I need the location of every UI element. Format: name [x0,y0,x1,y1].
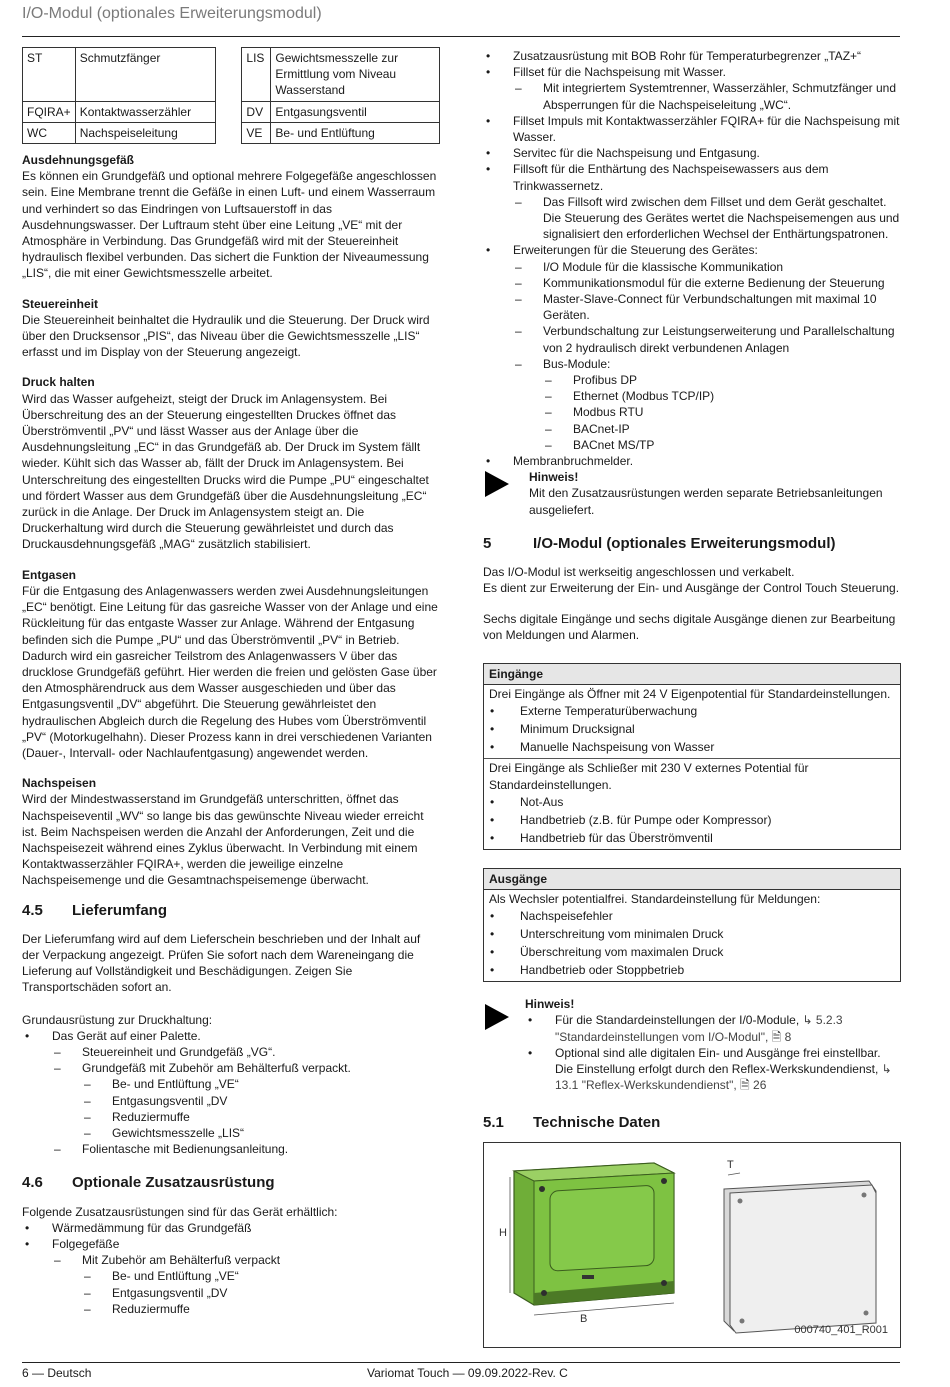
paragraph: Wird das Wasser aufgeheizt, steigt der Druck im Anlagensystem. Bei Überschreitung des an der Steuerung eingestellten Druckes öffnet das Überströmventil „PV“ und lässt Wasser aus der Anlage über die Ausdehnungsleitung „EC“ in das Grundgefäß ab. Der Druck im System fällt wieder. Kühlt sich das Wasser ab, fällt der Druck im Anlagensystem. Bei Unterschreitung des eingestellten Drucks wird die Pumpe „PU“ eingeschaltet und fördert Wasser aus dem Grundgefäß über die Ausdehnungsleitung „EC“ zurück in die Anlage. Der Druck im Anlagensystem steigt an. Die Druckerhaltung wird durch die Steuerung gewährleistet und durch das Druckausdehnungsgefäß „MAG“ zusätzlich stabilisiert. [22,391,429,552]
section-title: Technische Daten [533,1114,661,1132]
io-module-illustration [484,1143,900,1347]
section-number: 4.5 [22,901,43,919]
list-item-text: Folientasche mit Bedienungsanleitung. [82,1142,289,1157]
bullet-list [82,1268,440,1317]
list-item: – Verbundschaltung zur Leistungserweiterung und Parallelschaltung von 2 hydraulisch direkt verbundenen Anlagen [513,323,901,355]
legend-table [22,47,440,144]
legend-code: DV [242,101,271,122]
bullet-list [489,702,895,756]
legend-code: WC [23,122,76,143]
list-item: • Minimum Drucksignal [489,720,895,738]
list-item: – Entgasungsventil „DV [82,1093,440,1109]
dash-list [513,80,901,112]
inputs-group [484,758,900,848]
list-item [52,1252,440,1317]
inputs-table [483,663,901,850]
cross-reference-link[interactable]: ↳ 13.1 "Reflex-Werkskundendienst", 🗎 26 [555,1061,892,1093]
right-column [483,48,901,1348]
dash-list [52,1252,440,1317]
bullet-list [543,372,901,453]
legend-code: LIS [242,48,271,102]
paragraph: Die Steuereinheit beinhaltet die Hydraulik und die Steuerung. Der Druck wird über den Drucksensor „PIS“, das Niveau über die Gewichtsmesszelle „LIS“ erfasst und im Display von der Steuerung angezeigt. [22,312,430,360]
list-item: – Profibus DP [543,372,901,388]
section-number: 5.1 [483,1114,504,1132]
list-item: – BACnet-IP [543,421,901,437]
bullet-list [483,48,901,469]
list-item [52,1044,440,1060]
section-title: Lieferumfang [72,901,168,919]
subheading-ausdehnungsgefaess: Ausdehnungsgefäß [22,153,135,168]
group-intro: Drei Eingänge als Öffner mit 24 V Eigenpotential für Standardeinstellungen. [489,687,891,702]
list-item: • Zusatzausrüstung mit BOB Rohr für Temperaturbegrenzer „TAZ+“ [483,48,901,64]
list-item: • Überschreitung vom maximalen Druck [489,943,895,961]
group-intro: Als Wechsler potentialfrei. Standardeinstellung für Meldungen: [489,891,821,906]
list-item: – Be- und Entlüftung „VE“ [82,1076,440,1092]
legend-gap [215,48,242,102]
screw-icon [862,1192,867,1197]
subheading-nachspeisen: Nachspeisen [22,776,97,791]
list-item-text: Erweiterungen für die Steuerung des Gerätes: [513,243,758,258]
legend-gap [215,101,242,122]
cross-reference-link[interactable]: ↳ 5.2.3 "Standardeinstellungen vom I/O-Modul", 🗎 8 [555,1013,843,1044]
list-item: • Unterschreitung vom minimalen Druck [489,925,895,943]
paragraph: Wird der Mindestwasserstand im Grundgefäß unterschritten, öffnet das Nachspeiseventil „WV“ so lange bis das gewünschte Niveau wieder erreicht ist. Beim Nachspeisen werden die Anzahl der Anforderungen, Zeit und die Nachspeisezeit während eines Zyklus überwacht. In Verbindung mit einem Kontaktwasserzähler FQIRA+, werden die jeweilige einzelne Nachspeisemenge und die Gesamtnachspeisemenge überwacht. [22,792,424,888]
section-heading-4-6 [22,1175,440,1191]
bullet-list [525,1012,901,1093]
group-intro: Drei Eingänge als Schließer mit 230 V externes Potential für Standardeinstellungen. [489,761,809,792]
play-arrow-icon [485,471,509,497]
list-item [22,1028,440,1158]
list-item: – Reduziermuffe [82,1109,440,1125]
list-item [22,1236,440,1317]
figure-label-height: H [499,1226,507,1239]
bullet-list [82,1076,440,1141]
width-dimension-line [534,1303,674,1315]
hint-title: Hinweis! [529,470,579,485]
dash-list [513,259,901,453]
legend-desc: Entgasungsventil [271,101,440,122]
legend-code: ST [23,48,76,102]
legend-code: FQIRA+ [23,101,76,122]
dash-list [52,1044,440,1157]
left-column [22,47,440,1317]
screw-icon [738,1198,743,1203]
legend-desc: Gewichtsmesszelle zur Ermittlung vom Niveau Wasserstand [271,48,440,102]
list-item-text: Fillsoft für die Enthärtung des Nachspeisewassers aus dem Trinkwassernetz. [513,162,829,193]
screw-icon [740,1318,745,1323]
table-row [23,101,440,122]
list-item-text: Bus-Module: [543,356,611,371]
section-heading-5-1 [483,1115,901,1131]
module-side-front [730,1185,876,1333]
section-heading-4-5 [22,903,440,919]
list-intro: Folgende Zusatzausrüstungen sind für das Gerät erhältlich: [22,1204,338,1219]
list-item: • Membranbruchmelder. [483,453,901,469]
list-item: • Servitec für die Nachspeisung und Entgasung. [483,145,901,161]
paragraph: Das I/O-Modul ist werkseitig angeschlossen und verkabelt. [483,565,795,580]
section-title: Optionale Zusatzausrüstung [72,1174,275,1192]
list-item: • Manuelle Nachspeisung von Wasser [489,738,895,756]
paragraph: Der Lieferumfang wird auf dem Lieferschein beschrieben und der Inhalt auf der Verpackung angezeigt. Prüfen Sie sofort nach dem Wareneingang die Lieferung auf Vollständigkeit und Beschädigungen. Zeigen Sie Transportschäden sofort an. [22,931,421,995]
hint-title: Hinweis! [525,997,575,1012]
hint-box [483,469,901,518]
hint-box [483,996,901,1093]
bullet-list [489,907,895,979]
list-item [52,1141,440,1157]
legend-gap [215,122,242,143]
legend-desc: Schmutzfänger [75,48,215,102]
screw-icon [541,1290,547,1296]
list-item: • Handbetrieb oder Stoppbetrieb [489,961,895,979]
logo-mark-icon [582,1275,594,1279]
list-item [525,1045,901,1094]
footer-document-info: Variomat Touch — 09.09.2022-Rev. C [367,1366,568,1380]
list-item [483,161,901,242]
list-item [525,1012,901,1044]
list-item: – Das Fillsoft wird zwischen dem Fillset und dem Gerät geschaltet. Die Steuerung des Gerätes wertet die Nachspeisemengen aus und signalisiert den erforderlichen Wechsel der Enthärtungspatronen. [513,194,901,243]
list-item: – Modbus RTU [543,404,901,420]
legend-desc: Kontaktwasserzähler [75,101,215,122]
outputs-group [484,890,900,981]
list-item [483,64,901,113]
list-item: • Handbetrieb für das Überströmventil [489,829,895,847]
list-item: • Handbetrieb (z.B. für Pumpe oder Kompressor) [489,811,895,829]
list-item-text: Mit Zubehör am Behälterfuß verpackt [82,1253,281,1268]
legend-desc: Nachspeiseleitung [75,122,215,143]
section-title: I/O-Modul (optionales Erweiterungsmodul) [533,534,836,552]
list-intro: Grundausrüstung zur Druckhaltung: [22,1012,213,1027]
section-number: 5 [483,534,492,552]
list-item: • Nachspeisefehler [489,907,895,925]
section-heading-5 [483,536,901,552]
list-item-text: Das Gerät auf einer Palette. [52,1028,201,1043]
subheading-steuereinheit: Steuereinheit [22,296,99,311]
list-item: – Kommunikationsmodul für die externe Bedienung der Steuerung [513,275,901,291]
list-item: – BACnet MS/TP [543,437,901,453]
inputs-group [484,685,900,758]
table-row [23,122,440,143]
subheading-entgasen: Entgasen [22,567,77,582]
list-item-text: Für die Standardeinstellungen der I/0-Module, [555,1013,800,1028]
list-item: – Master-Slave-Connect für Verbundschaltungen mit maximal 10 Geräten. [513,291,901,323]
inputs-table-header: Eingänge [484,664,900,685]
figure-id: 000740_401_R001 [794,1324,888,1337]
screw-icon [864,1310,869,1315]
outputs-table [483,868,901,982]
header-rule [22,36,900,37]
screw-icon [661,1178,667,1184]
list-item: • Fillset Impuls mit Kontaktwasserzähler FQIRA+ für die Nachspeisung mit Wasser. [483,113,901,145]
figure-label-depth: T [727,1158,734,1171]
list-item: • Externe Temperaturüberwachung [489,702,895,720]
subheading-druck-halten: Druck halten [22,375,95,390]
outputs-table-header: Ausgänge [484,869,900,890]
depth-dimension-line [728,1173,740,1175]
footer-page-language: 6 — Deutsch [22,1366,92,1380]
paragraph: Es können ein Grundgefäß und optional mehrere Folgegefäße angeschlossen sein. Eine Membrane trennt die Gefäße in einen Luft- und einem Wasserraum und verhindert so das Eindringen von Luftsauerstoff in das Ausdehnungswasser. Der Luftraum steht über eine Leitung „VE“ mit der Atmosphäre in Verbindung. Das Grundgefäß wird mit der Steuereinheit hydraulisch flexibel verbunden. Das sichert die Funktion der Niveaumessung „LIS“, die mit einer Gewichtsmesszelle arbeitet. [22,169,437,281]
list-item: – Gewichtsmesszelle „LIS“ [82,1125,440,1141]
list-item [52,1060,440,1141]
list-item: – Entgasungsventil „DV [82,1285,440,1301]
list-item-text: Optional sind alle digitalen Ein- und Ausgänge frei einstellbar. Die Einstellung erfolgt durch den Reflex-Werkskundendienst, [555,1045,881,1076]
bullet-list [22,1220,440,1317]
legend-code: VE [242,122,271,143]
screw-icon [539,1186,545,1192]
list-item-text: Steuereinheit und Grundgefäß „VG“. [82,1044,276,1059]
page-header-title: I/O-Modul (optionales Erweiterungsmodul) [22,5,322,22]
list-item [483,242,901,453]
table-row [23,48,440,102]
bullet-list [489,793,895,847]
list-item: • Not-Aus [489,793,895,811]
list-item: – I/O Module für die klassische Kommunikation [513,259,901,275]
list-item-text: Folgegefäße [52,1237,120,1251]
technical-figure [483,1142,901,1348]
footer-rule [22,1362,900,1363]
list-item [513,356,901,453]
bullet-list [22,1028,440,1158]
paragraph: Sechs digitale Eingänge und sechs digitale Ausgänge dienen zur Bearbeitung von Meldungen und Alarmen. [483,611,896,642]
list-item: – Mit integriertem Systemtrenner, Wasserzähler, Schmutzfänger und Absperrungen für die Nachspeiseleitung „WC“. [513,80,901,112]
list-item: – Ethernet (Modbus TCP/IP) [543,388,901,404]
figure-label-width: B [580,1312,588,1325]
play-arrow-icon [485,1004,509,1030]
module-cover-panel [550,1185,654,1271]
dash-list [513,194,901,243]
list-item-text: Grundgefäß mit Zubehör am Behälterfuß verpackt. [82,1061,351,1076]
list-item: – Be- und Entlüftung „VE“ [82,1268,440,1284]
list-item: – Reduziermuffe [82,1301,440,1317]
list-item-text: Fillset für die Nachspeisung mit Wasser. [513,65,726,80]
hint-text: Mit den Zusatzausrüstungen werden separate Betriebsanleitungen ausgeliefert. [529,486,883,517]
legend-desc: Be- und Entlüftung [271,122,440,143]
screw-icon [661,1280,667,1286]
paragraph: Es dient zur Erweiterung der Ein- und Ausgänge der Control Touch Steuerung. [483,581,900,596]
section-number: 4.6 [22,1174,43,1192]
paragraph: Für die Entgasung des Anlagenwassers werden zwei Ausdehnungsleitungen „EC“ benötigt. Eine Leitung für das gasreiche Wasser von der Anlage und eine Rückleitung für das entgaste Wasser zur Anlage. Während der Entgasung befinden sich die Pumpe „PU“ und das Überströmventil „PV“ in Betrieb. Dadurch wird ein gasreicher Teilstrom des Anlagenwassers V über das drucklose Grundgefäß geführt. Hier werden die freien und gelösten Gase über den Atmosphärendruck aus dem Wasser ausgeschieden und über das Entgasungsventil „DV“ abgeführt. Die Steuerung gewährleistet den hydraulischen Abgleich durch die Regelung des Hubes vom Überströmventil „PV“ (Motorkugelhahn). Dieser Prozess kann in drei verschiedenen Varianten (Dauer-, Intervall- oder Nachlaufentgasung) angewendet werden. [22,583,438,760]
list-item: • Wärmedämmung für das Grundgefäß [22,1220,440,1236]
